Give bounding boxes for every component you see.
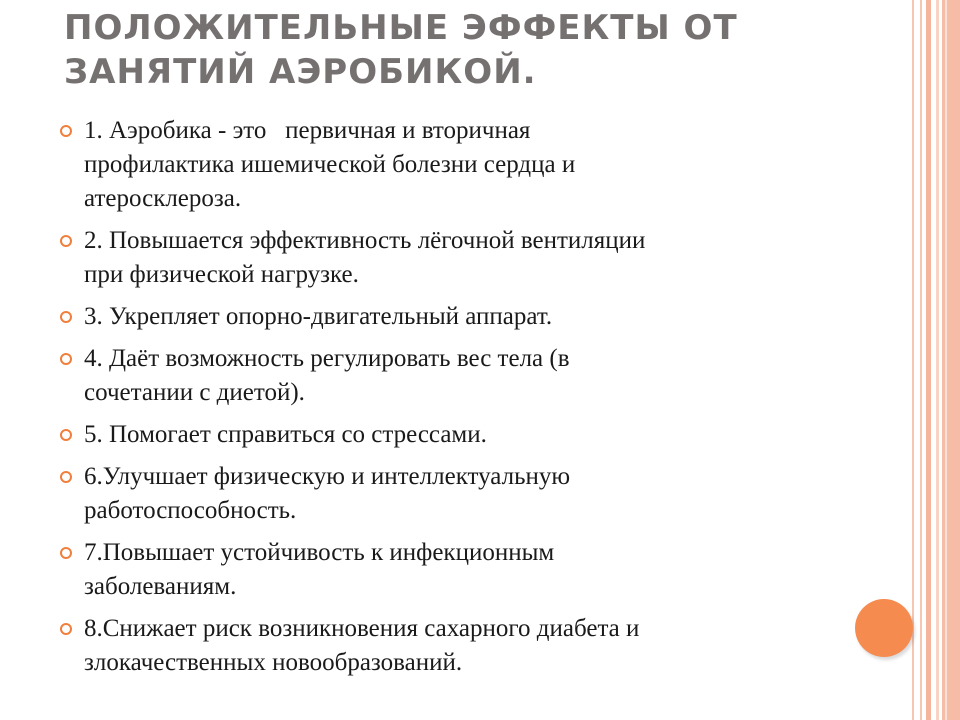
list-item-line: профилактика ишемической болезни сердца и [84, 151, 576, 178]
bullet-icon [60, 235, 72, 247]
stripe [926, 0, 931, 720]
list-item-line: злокачественных новообразований. [84, 649, 463, 676]
list-item-line: 6.Улучшает физическую и интеллектуальную [84, 463, 571, 490]
bullet-icon [60, 471, 72, 483]
orange-circle-icon [855, 599, 913, 657]
list-item [60, 114, 850, 216]
list-item-line: 8.Снижает риск возникновения сахарного диабета и [84, 615, 640, 642]
slide-title [64, 6, 864, 94]
list-item-line: 2. Повышается эффективность лёгочной вентиляции [84, 227, 646, 254]
stripe [920, 0, 922, 720]
bullet-icon [60, 623, 72, 635]
list-item [60, 536, 850, 604]
list-item [60, 612, 850, 680]
stripe [912, 0, 914, 720]
bullet-list [60, 114, 850, 688]
bullet-icon [60, 311, 72, 323]
list-item [60, 418, 850, 452]
bullet-icon [60, 429, 72, 441]
list-item [60, 460, 850, 528]
stripe [936, 0, 939, 720]
title-line: ПОЛОЖИТЕЛЬНЫЕ ЭФФЕКТЫ ОТ [64, 8, 738, 48]
list-item-line: заболеваниям. [84, 573, 237, 600]
bullet-icon [60, 125, 72, 137]
list-item-line: сочетании с диетой). [84, 379, 305, 406]
list-item-line: при физической нагрузке. [84, 261, 359, 288]
list-item-line: атеросклероза. [84, 185, 242, 212]
list-item-line: 4. Даёт возможность регулировать вес тела (в [84, 345, 570, 372]
bullet-icon [60, 547, 72, 559]
list-item [60, 342, 850, 410]
list-item-line: 1. Аэробика - это первичная и вторичная [84, 117, 531, 144]
bullet-icon [60, 353, 72, 365]
decorative-stripes [912, 0, 960, 720]
list-item-line: 7.Повышает устойчивость к инфекционным [84, 539, 555, 566]
list-item [60, 300, 850, 334]
list-item-line: работоспособность. [84, 497, 297, 524]
title-line: ЗАНЯТИЙ АЭРОБИКОЙ. [64, 52, 537, 92]
list-item-line: 5. Помогает справиться со стрессами. [84, 421, 487, 448]
list-item [60, 224, 850, 292]
stripe [945, 0, 947, 720]
list-item-line: 3. Укрепляет опорно-двигательный аппарат. [84, 303, 553, 330]
